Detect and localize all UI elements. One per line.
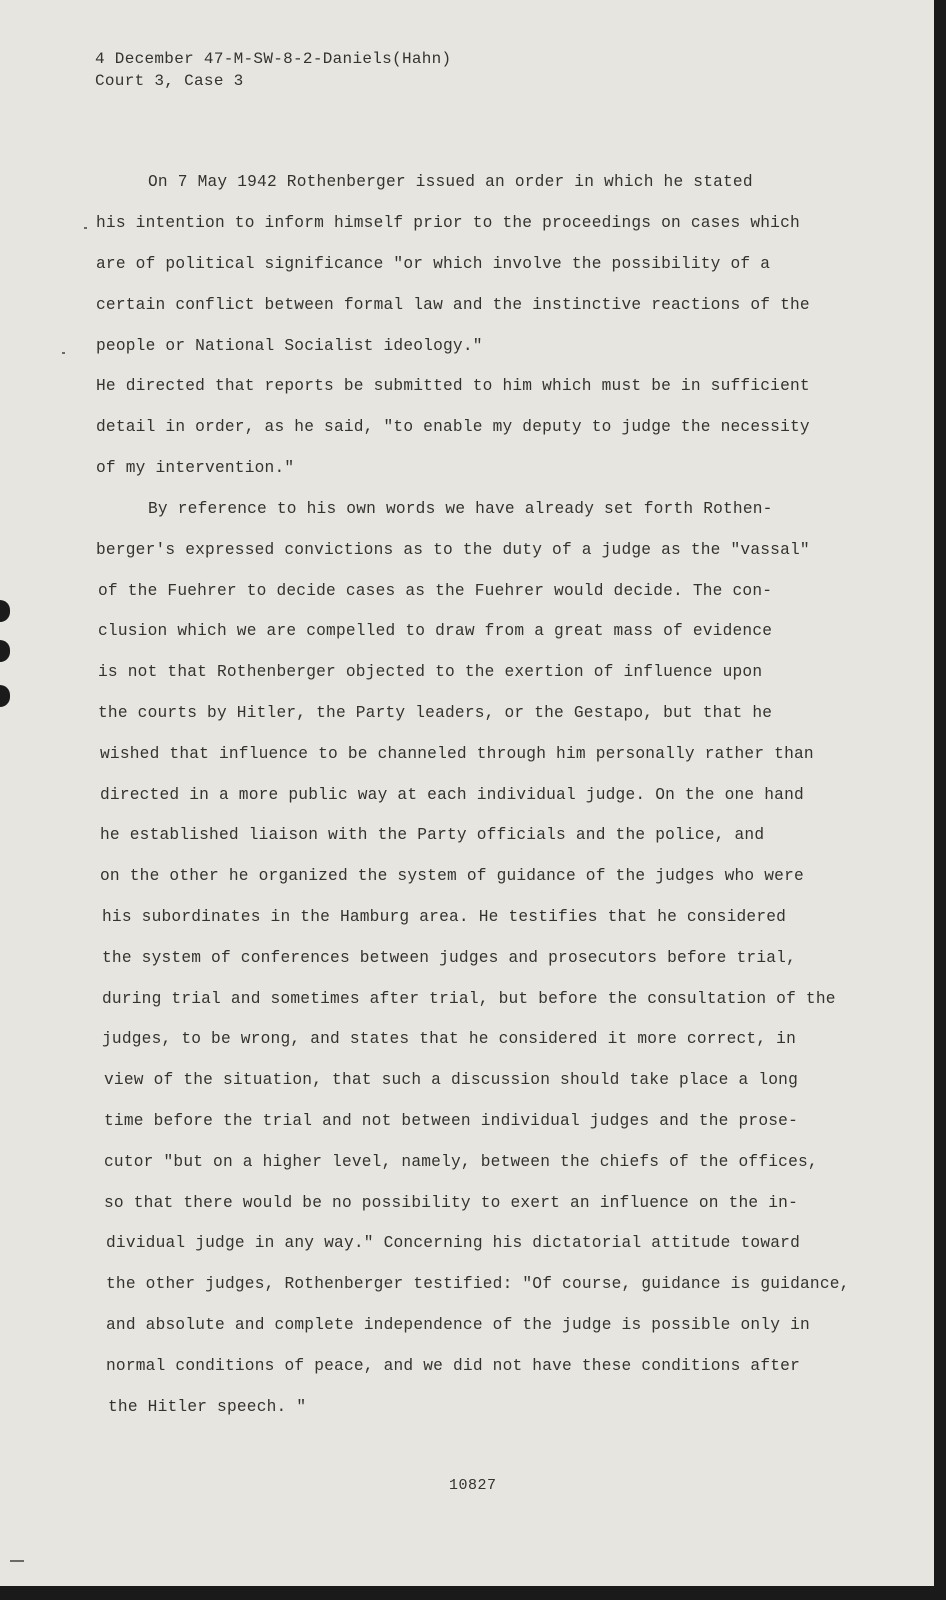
body-line: judges, to be wrong, and states that he considered it more correct, in xyxy=(102,1030,796,1048)
body-line: his intention to inform himself prior to the proceedings on cases which xyxy=(96,214,800,232)
body-line: directed in a more public way at each individual judge. On the one hand xyxy=(100,786,804,804)
paper-speck xyxy=(62,352,65,354)
body-line: of my intervention." xyxy=(96,459,295,477)
page-number: 10827 xyxy=(449,1477,497,1494)
header-reference: 4 December 47-M-SW-8-2-Daniels(Hahn) xyxy=(95,50,452,68)
body-line: is not that Rothenberger objected to the exertion of influence upon xyxy=(98,663,763,681)
body-line: the courts by Hitler, the Party leaders, or the Gestapo, but that he xyxy=(98,704,773,722)
body-line: during trial and sometimes after trial, but before the consultation of the xyxy=(102,990,836,1008)
binder-punch-mark xyxy=(0,640,10,662)
body-line: and absolute and complete independence of the judge is possible only in xyxy=(106,1316,810,1334)
body-line: time before the trial and not between individual judges and the prose- xyxy=(104,1112,798,1130)
body-line: clusion which we are compelled to draw from a great mass of evidence xyxy=(98,622,773,640)
paper-speck xyxy=(84,227,87,229)
body-line: are of political significance "or which involve the possibility of a xyxy=(96,255,771,273)
body-line: of the Fuehrer to decide cases as the Fuehrer would decide. The con- xyxy=(98,582,773,600)
body-line: detail in order, as he said, "to enable my deputy to judge the necessity xyxy=(96,418,810,436)
paper-speck xyxy=(10,1560,24,1562)
binder-punch-mark xyxy=(0,685,10,707)
body-line: He directed that reports be submitted to him which must be in sufficient xyxy=(96,377,810,395)
body-line: the Hitler speech. " xyxy=(108,1398,307,1416)
document-header xyxy=(95,48,451,92)
body-line: the system of conferences between judges and prosecutors before trial, xyxy=(102,949,796,967)
body-line: By reference to his own words we have already set forth Rothen- xyxy=(148,500,773,518)
body-line: normal conditions of peace, and we did not have these conditions after xyxy=(106,1357,800,1375)
body-line: the other judges, Rothenberger testified: "Of course, guidance is guidance, xyxy=(106,1275,850,1293)
body-line: his subordinates in the Hamburg area. He testifies that he considered xyxy=(102,908,787,926)
header-court-case: Court 3, Case 3 xyxy=(95,72,244,90)
body-line: On 7 May 1942 Rothenberger issued an order in which he stated xyxy=(148,173,753,191)
body-line: people or National Socialist ideology." xyxy=(96,337,483,355)
body-line: so that there would be no possibility to exert an influence on the in- xyxy=(104,1194,798,1212)
body-line: he established liaison with the Party officials and the police, and xyxy=(100,826,765,844)
body-line: on the other he organized the system of guidance of the judges who were xyxy=(100,867,804,885)
body-line: cutor "but on a higher level, namely, between the chiefs of the offices, xyxy=(104,1153,818,1171)
body-line: dividual judge in any way." Concerning his dictatorial attitude toward xyxy=(106,1234,800,1252)
body-line: berger's expressed convictions as to the duty of a judge as the "vassal" xyxy=(96,541,810,559)
body-line: wished that influence to be channeled through him personally rather than xyxy=(100,745,814,763)
body-line: certain conflict between formal law and the instinctive reactions of the xyxy=(96,296,810,314)
binder-punch-mark xyxy=(0,600,10,622)
body-line: view of the situation, that such a discussion should take place a long xyxy=(104,1071,798,1089)
